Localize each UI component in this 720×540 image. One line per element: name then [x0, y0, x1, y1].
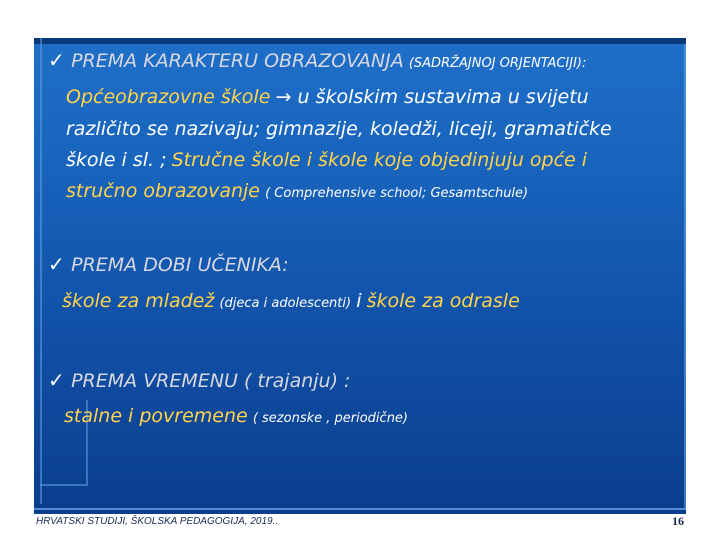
section-1-note: ( Comprehensive school; Gesamtschule) — [265, 186, 529, 201]
section-1-line-1 — [66, 86, 589, 108]
section-1-heading: PREMA KARAKTERU OBRAZOVANJA — [71, 50, 404, 72]
section-1-heading-note: (SADRŽAJNOJ ORJENTACIJI): — [408, 56, 587, 71]
frame-line — [34, 508, 686, 510]
permanent-temporary-term: stalne i povremene — [64, 405, 248, 427]
frame-line — [684, 44, 686, 508]
vocational-education-term: stručno obrazovanje — [66, 180, 260, 202]
section-2-heading-row — [48, 252, 289, 276]
section-3-heading-row — [48, 368, 350, 392]
section-2-note: (djeca i adolescenti) — [219, 296, 352, 311]
section-1-text: → u školskim sustavima u svijetu — [275, 86, 589, 108]
checkmark-icon: ✓ — [48, 368, 65, 392]
section-1-line-3 — [66, 149, 587, 171]
youth-schools-term: škole za mladež — [62, 290, 215, 312]
section-1-text: različito se nazivaju; gimnazije, koledži, liceji, gramatičke — [66, 118, 612, 140]
section-3-line-1 — [64, 405, 408, 427]
section-2-line-1 — [62, 290, 520, 312]
section-2-conjunction: i — [356, 290, 362, 312]
section-3-note: ( sezonske , periodične) — [252, 411, 408, 426]
frame-line — [40, 484, 88, 486]
checkmark-icon: ✓ — [48, 252, 65, 276]
slide-top-band — [34, 38, 686, 44]
section-1-heading-row — [48, 48, 586, 72]
checkmark-icon: ✓ — [48, 48, 65, 72]
section-2-heading: PREMA DOBI UČENIKA: — [71, 254, 289, 276]
general-schools-term: Općeobrazovne škole — [66, 86, 271, 108]
adult-schools-term: škole za odrasle — [366, 290, 520, 312]
frame-line — [40, 38, 42, 504]
section-1-line-4 — [66, 180, 528, 202]
section-1-line-2 — [66, 118, 612, 140]
slide-footer: HRVATSKI STUDIJI, ŠKOLSKA PEDAGOGIJA, 2019.. — [36, 516, 279, 527]
slide-background — [34, 38, 686, 514]
vocational-schools-term: Stručne škole i škole koje objedinjuju opće i — [171, 149, 588, 171]
section-1-text: škole i sl. ; — [66, 149, 167, 171]
page-number: 16 — [672, 514, 684, 528]
section-3-heading: PREMA VREMENU ( trajanju) : — [71, 370, 351, 392]
